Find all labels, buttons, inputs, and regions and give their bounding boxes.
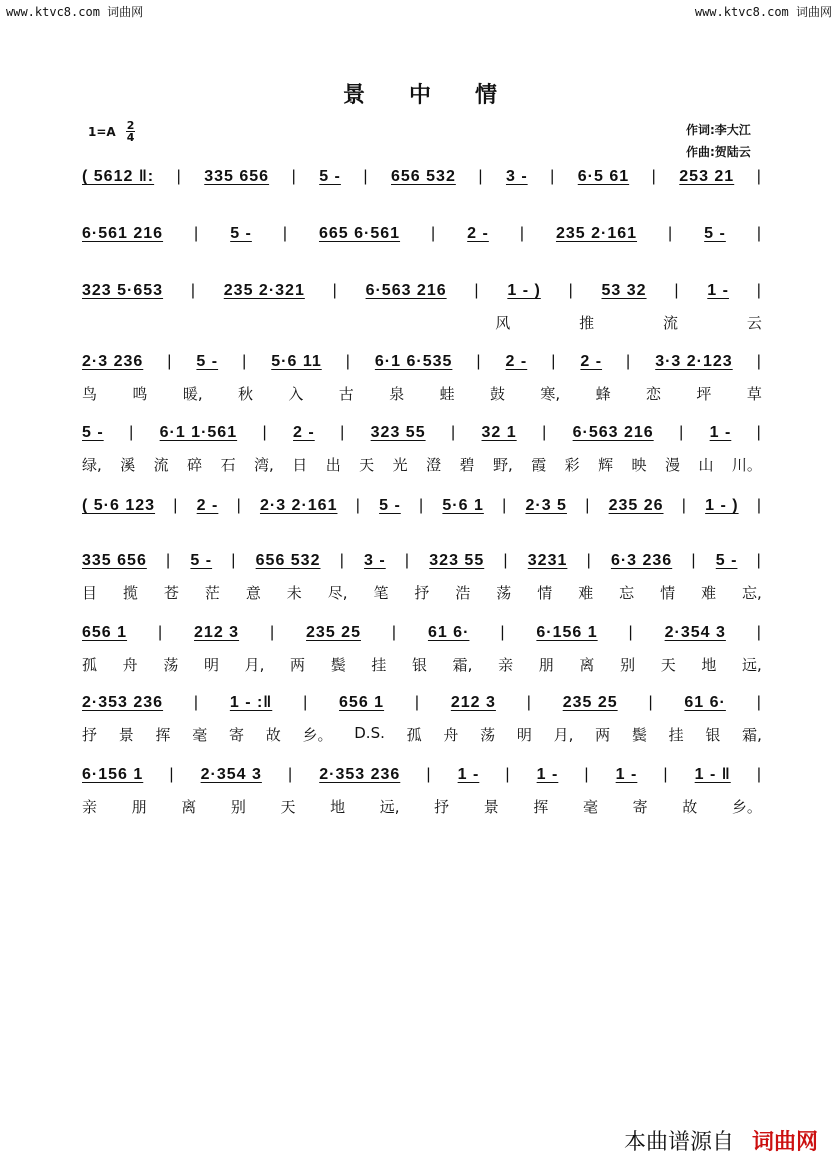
measure: 1 - ‖: [694, 766, 731, 783]
barline: |: [668, 225, 674, 242]
measure: 3 -: [505, 168, 528, 185]
measure: 1 -: [709, 424, 732, 441]
key-signature: [88, 120, 135, 143]
barline: |: [756, 497, 762, 514]
barline: |: [426, 766, 432, 783]
score-row: [82, 353, 762, 377]
lyric-syllable: 抒: [82, 726, 98, 744]
measure: 323 5·653: [82, 282, 164, 299]
key-label: 1=A: [88, 124, 116, 139]
lyricist-credit: 作词:李大江: [686, 123, 751, 137]
measure: 2·3 236: [82, 353, 144, 370]
barline: |: [291, 168, 297, 185]
lyric-syllable: D.S.: [354, 724, 385, 742]
barline: |: [340, 424, 346, 441]
measure: 6·561 216: [82, 225, 164, 242]
lyric-syllable: 抒: [414, 584, 430, 602]
barline: |: [502, 497, 508, 514]
barline: |: [756, 353, 762, 370]
measure: 5·6 11: [271, 353, 322, 370]
lyric-syllable: 目: [82, 584, 98, 602]
lyric-syllable: 明: [203, 656, 219, 674]
lyric-syllable: 忘: [619, 584, 635, 602]
lyric-syllable: 未: [286, 584, 302, 602]
lyric-syllable: 山: [698, 456, 714, 474]
lyric-syllable: 风: [495, 314, 511, 332]
barline: |: [626, 353, 632, 370]
lyrics-line: [82, 582, 762, 603]
lyric-syllable: 野,: [492, 456, 513, 474]
lyric-syllable: 出: [325, 456, 341, 474]
lyric-syllable: 两: [595, 726, 611, 744]
lyrics-line: [82, 454, 762, 475]
lyric-syllable: 暖,: [182, 385, 203, 403]
lyric-syllable: 蜂: [595, 385, 611, 403]
lyric-syllable: 挂: [668, 726, 684, 744]
lyric-syllable: 光: [392, 456, 408, 474]
barline: |: [414, 694, 421, 711]
notation-line: [82, 766, 762, 786]
barline: |: [431, 225, 437, 242]
measure: 2 -: [580, 353, 603, 370]
barline: |: [691, 552, 697, 569]
measure: 656 532: [391, 168, 456, 185]
barline: |: [173, 497, 179, 514]
measure: 665 6·561: [318, 225, 401, 242]
notation-line: [82, 168, 762, 188]
measure: 253 21: [679, 168, 735, 185]
measure: 53 32: [601, 282, 647, 299]
lyrics-line: [82, 312, 762, 333]
barline: |: [756, 624, 762, 641]
lyric-syllable: 川。: [731, 456, 762, 474]
lyric-syllable: 情: [537, 584, 553, 602]
lyric-syllable: 别: [620, 656, 636, 674]
footer: [624, 1125, 818, 1156]
measure: 6·156 1: [82, 766, 144, 783]
lyric-syllable: 毫: [192, 726, 208, 744]
lyric-syllable: 绿,: [82, 456, 102, 474]
notation-line: [82, 282, 762, 302]
lyric-syllable: 银: [412, 656, 428, 674]
barline: |: [194, 225, 200, 242]
lyric-syllable: 舟: [443, 726, 459, 744]
lyric-syllable: 舟: [122, 656, 138, 674]
lyric-syllable: 推: [579, 314, 595, 332]
notation-line: [82, 353, 762, 373]
lyric-syllable: 故: [682, 798, 698, 816]
barline: |: [500, 624, 506, 641]
lyric-syllable: 亲: [498, 656, 514, 674]
lyric-syllable: 鼓: [490, 385, 506, 403]
lyric-syllable: 流: [663, 314, 679, 332]
lyric-syllable: 澄: [426, 456, 442, 474]
measure: 2·3 5: [525, 497, 567, 514]
lyric-syllable: 难: [701, 584, 717, 602]
measure: 335 656: [204, 168, 270, 185]
barline: |: [269, 624, 276, 641]
lyric-syllable: 远,: [379, 798, 400, 816]
lyric-syllable: 鬓: [631, 726, 647, 744]
time-signature: [126, 120, 136, 143]
lyric-syllable: 挥: [533, 798, 549, 816]
barline: |: [391, 624, 398, 641]
watermark-right: www.ktvc8.com 词曲网: [694, 5, 832, 19]
lyric-syllable: 地: [330, 798, 346, 816]
lyric-syllable: 古: [338, 385, 354, 403]
lyric-syllable: 荡: [163, 656, 179, 674]
measure: 656 532: [255, 552, 321, 569]
lyric-syllable: 流: [153, 456, 169, 474]
barline: |: [287, 766, 294, 783]
measure: 1 -: [536, 766, 559, 783]
lyric-syllable: 尽,: [327, 584, 348, 602]
measure: 3 -: [364, 552, 386, 569]
lyrics-line: [82, 654, 762, 675]
measure: 5 -: [704, 225, 726, 242]
barline: |: [551, 353, 557, 370]
lyric-syllable: 天: [280, 798, 296, 816]
lyric-syllable: 泉: [389, 385, 405, 403]
barline: |: [584, 766, 590, 783]
song-title: 景中情: [342, 83, 541, 108]
lyric-syllable: 寄: [229, 726, 245, 744]
lyric-syllable: 彩: [564, 456, 580, 474]
barline: |: [476, 353, 482, 370]
lyric-syllable: 明: [516, 726, 532, 744]
lyric-syllable: 碎: [187, 456, 203, 474]
lyric-syllable: 天: [660, 656, 676, 674]
lyric-syllable: 鬓: [330, 656, 346, 674]
lyric-syllable: 挂: [371, 656, 387, 674]
barline: |: [542, 424, 548, 441]
barline: |: [663, 766, 669, 783]
barline: |: [339, 552, 345, 569]
barline: |: [628, 624, 634, 641]
score-row: [82, 766, 762, 790]
lyric-syllable: 故: [265, 726, 281, 744]
barline: |: [282, 225, 288, 242]
lyric-syllable: 漫: [665, 456, 681, 474]
barline: |: [585, 497, 591, 514]
barline: |: [404, 552, 411, 569]
lyric-syllable: 碧: [459, 456, 475, 474]
barline: |: [756, 766, 762, 783]
lyric-syllable: 草: [746, 385, 762, 403]
lyric-syllable: 两: [290, 656, 306, 674]
lyric-syllable: 湾,: [254, 456, 274, 474]
measure: 235 2·161: [555, 225, 638, 242]
barline: |: [242, 353, 248, 370]
measure: 1 - :‖: [229, 694, 273, 711]
barline: |: [568, 282, 574, 299]
lyric-syllable: 石: [220, 456, 236, 474]
barline: |: [679, 424, 685, 441]
lyrics-line: [82, 796, 762, 817]
lyric-syllable: 挥: [155, 726, 171, 744]
barline: |: [262, 424, 268, 441]
measure: 2·353 236: [82, 694, 164, 711]
measure: 656 1: [339, 694, 385, 711]
measure: 323 55: [429, 552, 485, 569]
score-row: [82, 282, 762, 306]
notation-line: [82, 694, 762, 714]
lyric-syllable: 远,: [742, 656, 762, 674]
barline: |: [503, 552, 509, 569]
notation-line: [82, 497, 762, 517]
lyric-syllable: 月,: [553, 726, 574, 744]
lyric-syllable: 霜,: [452, 656, 473, 674]
lyric-syllable: 霜,: [742, 726, 762, 744]
lyric-syllable: 浩: [455, 584, 471, 602]
lyric-syllable: 溪: [120, 456, 136, 474]
lyric-syllable: 亲: [82, 798, 98, 816]
measure: 2 -: [196, 497, 219, 514]
measure: 2·354 3: [200, 766, 262, 783]
barline: |: [756, 225, 762, 242]
measure: 6·156 1: [536, 624, 598, 641]
measure: 5 -: [715, 552, 738, 569]
lyric-syllable: 鸣: [132, 385, 148, 403]
lyric-syllable: 朋: [538, 656, 554, 674]
barline: |: [681, 497, 687, 514]
lyric-syllable: 蛙: [439, 385, 455, 403]
lyric-syllable: 意: [245, 584, 261, 602]
score-row: [82, 424, 762, 448]
measure: 6·1 1·561: [159, 424, 238, 441]
barline: |: [355, 497, 361, 514]
measure: 656 1: [82, 624, 128, 641]
measure: 2·3 2·161: [259, 497, 338, 514]
notation-line: [82, 624, 762, 644]
lyric-syllable: 日: [292, 456, 308, 474]
measure: 5 -: [230, 225, 252, 242]
barline: |: [756, 168, 762, 185]
barline: |: [157, 624, 164, 641]
measure: 6·1 6·535: [374, 353, 453, 370]
measure: ( 5612 ‖:: [82, 168, 155, 185]
lyrics-line: [82, 724, 762, 745]
measure: 335 656: [82, 552, 147, 569]
barline: |: [129, 424, 135, 441]
lyric-syllable: 秋: [237, 385, 253, 403]
measure: 5 -: [190, 552, 213, 569]
lyric-syllable: 朋: [131, 798, 147, 816]
lyric-syllable: 茫: [204, 584, 220, 602]
measure: 2·354 3: [664, 624, 726, 641]
measure: 235 26: [608, 497, 664, 514]
lyric-syllable: 揽: [122, 584, 138, 602]
measure: 3231: [527, 552, 568, 569]
barline: |: [166, 552, 172, 569]
measure: 6·563 216: [572, 424, 654, 441]
lyric-syllable: 抒: [434, 798, 450, 816]
lyric-syllable: 天: [359, 456, 375, 474]
measure: 6·5 61: [577, 168, 630, 185]
measure: 2·353 236: [319, 766, 401, 783]
measure: 212 3: [450, 694, 496, 711]
barline: |: [363, 168, 369, 185]
lyric-syllable: 孤: [406, 726, 422, 744]
measure: 32 1: [481, 424, 517, 441]
barline: |: [550, 168, 556, 185]
score-row: [82, 552, 762, 576]
lyric-syllable: 银: [705, 726, 721, 744]
lyric-syllable: 别: [230, 798, 246, 816]
lyric-syllable: 恋: [646, 385, 662, 403]
lyric-syllable: 荡: [496, 584, 512, 602]
measure: 3·3 2·123: [655, 353, 733, 370]
barline: |: [756, 424, 762, 441]
barline: |: [756, 282, 762, 299]
barline: |: [303, 694, 309, 711]
lyric-syllable: 入: [288, 385, 304, 403]
lyric-syllable: 情: [660, 584, 676, 602]
footer-source-text: 本曲谱源自: [623, 1130, 734, 1155]
lyric-syllable: 景: [118, 726, 134, 744]
measure: 1 -: [615, 766, 638, 783]
barline: |: [478, 168, 484, 185]
lyric-syllable: 地: [701, 656, 717, 674]
barline: |: [586, 552, 592, 569]
notation-line: [82, 225, 762, 245]
lyric-syllable: 鸟: [82, 385, 98, 403]
lyric-syllable: 孤: [82, 656, 98, 674]
measure: 235 2·321: [223, 282, 305, 299]
lyric-syllable: 毫: [583, 798, 599, 816]
lyric-syllable: 辉: [598, 456, 614, 474]
measure: 2 -: [505, 353, 528, 370]
measure: 61 6·: [427, 624, 470, 641]
barline: |: [651, 168, 657, 185]
barline: |: [526, 694, 532, 711]
measure: 2 -: [293, 424, 315, 441]
barline: |: [648, 694, 654, 711]
score-row: [82, 168, 762, 192]
lyric-syllable: 荡: [480, 726, 496, 744]
barline: |: [419, 497, 425, 514]
measure: 5 -: [196, 353, 219, 370]
measure: 2 -: [467, 225, 489, 242]
footer-brand: 词曲网: [751, 1130, 818, 1155]
barline: |: [674, 282, 680, 299]
lyrics-line: [82, 383, 762, 404]
measure: 5·6 1: [442, 497, 484, 514]
score-row: [82, 225, 762, 249]
measure: 323 55: [370, 424, 426, 441]
measure: 235 25: [306, 624, 361, 641]
measure: 61 6·: [684, 694, 726, 711]
notation-line: [82, 424, 762, 444]
measure: 1 -: [707, 282, 729, 299]
lyric-syllable: 笔: [373, 584, 389, 602]
lyric-syllable: 难: [578, 584, 594, 602]
notation-line: [82, 552, 762, 572]
barline: |: [176, 168, 182, 185]
barline: |: [345, 353, 351, 370]
lyric-syllable: 苍: [163, 584, 179, 602]
time-numerator: 2: [126, 119, 135, 132]
time-denominator: 4: [126, 131, 135, 144]
barline: |: [169, 766, 175, 783]
lyric-syllable: 云: [746, 314, 762, 332]
measure: 1 - ): [507, 282, 541, 299]
barline: |: [167, 353, 173, 370]
lyric-syllable: 离: [181, 798, 197, 816]
measure: 235 25: [562, 694, 618, 711]
barline: |: [231, 552, 237, 569]
measure: 6·3 236: [610, 552, 673, 569]
barline: |: [190, 282, 196, 299]
barline: |: [450, 424, 457, 441]
watermark-left: www.ktvc8.com 词曲网: [6, 5, 144, 19]
lyric-syllable: 坪: [696, 385, 712, 403]
lyric-syllable: 乡。: [731, 798, 762, 816]
barline: |: [193, 694, 200, 711]
measure: 6·563 216: [365, 282, 447, 299]
lyric-syllable: 乡。: [302, 726, 333, 744]
lyric-syllable: 景: [483, 798, 499, 816]
composer-credit: 作曲:贺陆云: [686, 145, 751, 159]
barline: |: [519, 225, 525, 242]
barline: |: [474, 282, 480, 299]
score-row: [82, 624, 762, 648]
lyric-syllable: 寒,: [540, 385, 561, 403]
barline: |: [505, 766, 511, 783]
measure: 1 - ): [705, 497, 739, 514]
lyric-syllable: 寄: [632, 798, 648, 816]
measure: 1 -: [457, 766, 480, 783]
measure: ( 5·6 123: [82, 497, 156, 514]
measure: 5 -: [379, 497, 401, 514]
barline: |: [756, 552, 762, 569]
measure: 5 -: [319, 168, 341, 185]
score-row: [82, 497, 762, 521]
barline: |: [236, 497, 242, 514]
barline: |: [756, 694, 762, 711]
lyric-syllable: 离: [579, 656, 595, 674]
lyric-syllable: 映: [631, 456, 647, 474]
lyric-syllable: 忘,: [742, 584, 762, 602]
lyric-syllable: 月,: [244, 656, 265, 674]
score-row: [82, 694, 762, 718]
lyric-syllable: 霞: [531, 456, 547, 474]
measure: 212 3: [194, 624, 240, 641]
measure: 5 -: [82, 424, 104, 441]
barline: |: [332, 282, 338, 299]
